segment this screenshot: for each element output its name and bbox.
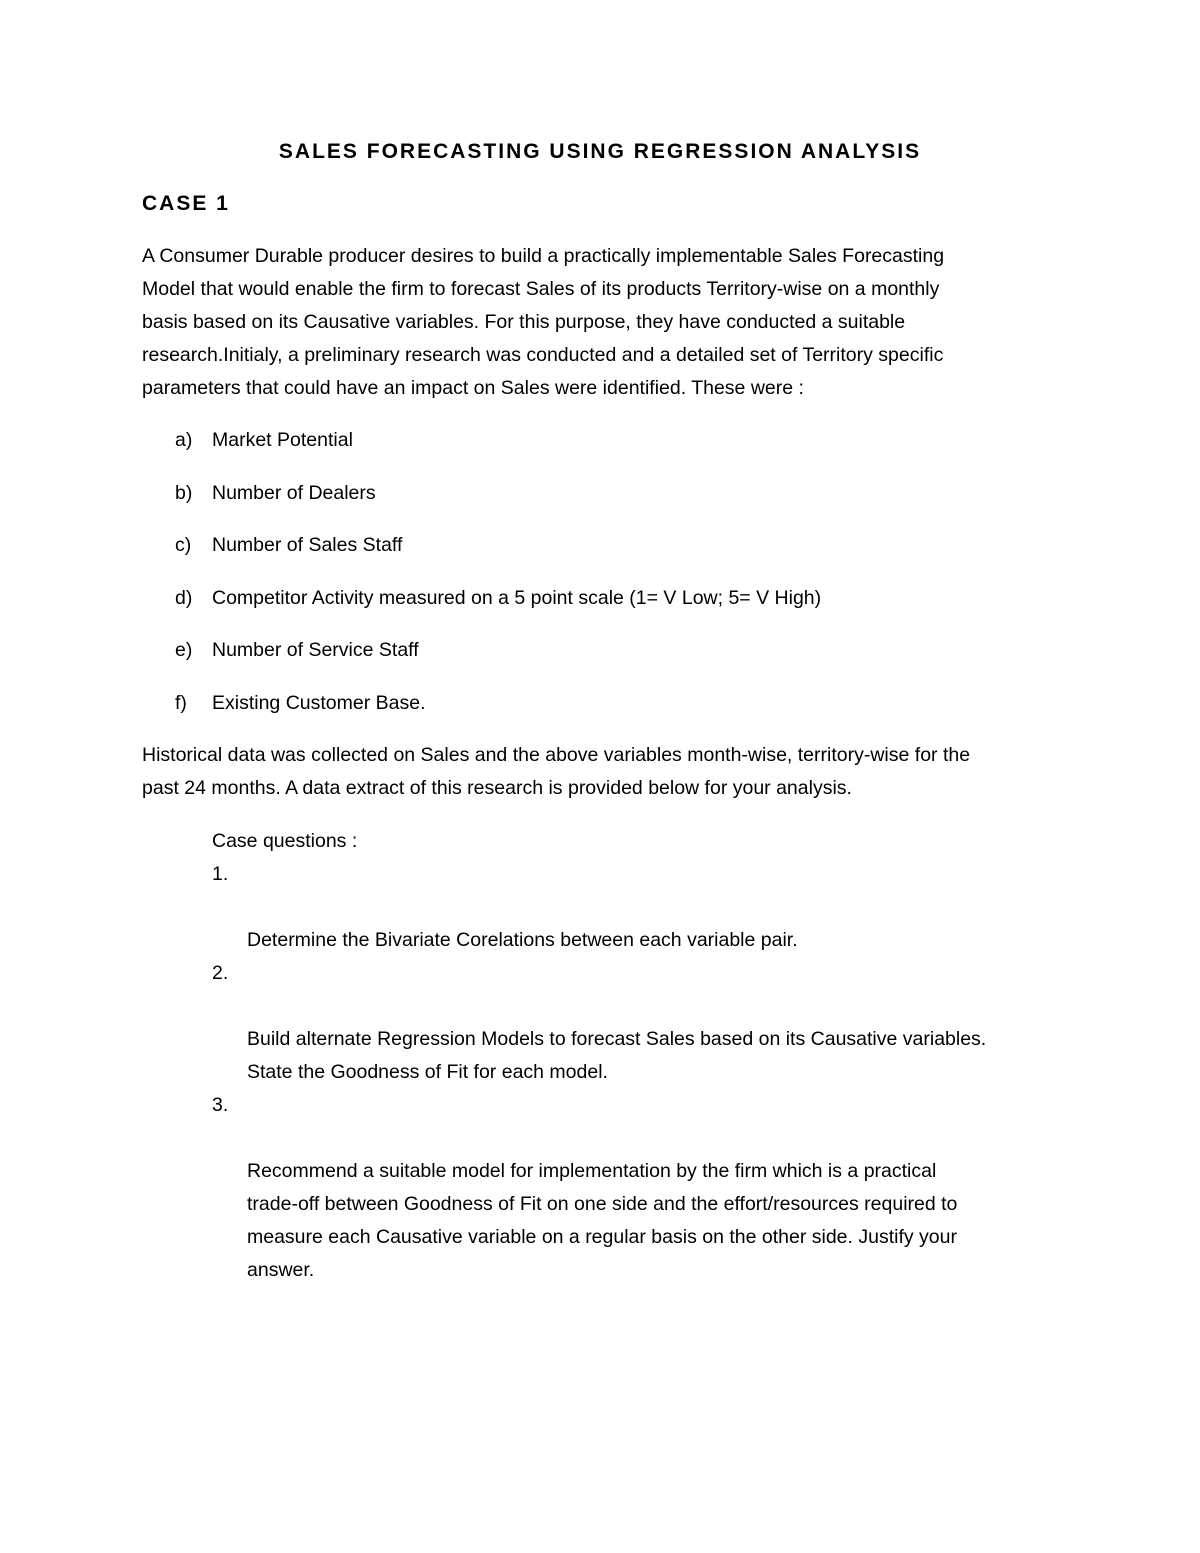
question-item — [212, 1089, 1072, 1287]
history-paragraph: Historical data was collected on Sales and the above variables month-wise, territory-wise for the past 24 months. A data extract of this research is provided below for your analysis. — [142, 744, 971, 799]
list-marker: c) — [175, 534, 192, 556]
document-title: SALES FORECASTING USING REGRESSION ANALYSIS — [278, 140, 922, 163]
list-item — [142, 634, 1042, 687]
factor-sales-staff: Number of Sales Staff — [212, 534, 403, 556]
question-number: 2. — [212, 962, 229, 984]
factor-number-of-dealers: Number of Dealers — [212, 481, 376, 504]
question-number: 1. — [212, 863, 229, 885]
list-item — [142, 477, 1042, 530]
case-heading: CASE 1 — [142, 192, 230, 215]
list-item — [142, 582, 1042, 635]
factor-customer-base: Existing Customer Base. — [212, 691, 426, 714]
factor-service-staff: Number of Service Staff — [212, 639, 419, 661]
question-list — [212, 858, 1072, 1287]
list-marker: b) — [175, 481, 193, 504]
list-marker: f) — [175, 691, 187, 714]
list-marker: e) — [175, 639, 193, 661]
list-item — [142, 529, 1042, 582]
questions-heading: Case questions : — [212, 830, 358, 852]
list-marker: a) — [175, 429, 193, 451]
factor-market-potential: Market Potential — [212, 429, 353, 451]
list-item — [142, 687, 1042, 740]
question-item — [212, 858, 1072, 957]
list-item — [142, 424, 1042, 477]
list-marker: d) — [175, 586, 193, 609]
question-text: Build alternate Regression Models to forecast Sales based on its Causative variables. State the Goodness of Fit for each model. — [247, 1028, 987, 1083]
intro-paragraph: A Consumer Durable producer desires to build a practically implementable Sales Forecasting Model that would enable the firm to forecast Sales of its products Territory-wise on a monthly basis based on its Causative variables. For this purpose, they have conducted a suitable research.Initialy, a preliminary research was conducted and a detailed set of Territory specific parameters that could have an impact on Sales were identified. These were : — [142, 245, 945, 399]
question-number: 3. — [212, 1094, 229, 1116]
factor-list — [142, 424, 1042, 739]
question-text: Recommend a suitable model for implementation by the firm which is a practical trade-off between Goodness of Fit on one side and the effort/resources required to measure each Causative variable on a regular basis on the other side. Justify your answer. — [247, 1160, 958, 1281]
question-text: Determine the Bivariate Corelations between each variable pair. — [247, 929, 798, 951]
factor-competitor-activity: Competitor Activity measured on a 5 point scale (1= V Low; 5= V High) — [212, 586, 822, 609]
question-item — [212, 957, 1072, 1089]
